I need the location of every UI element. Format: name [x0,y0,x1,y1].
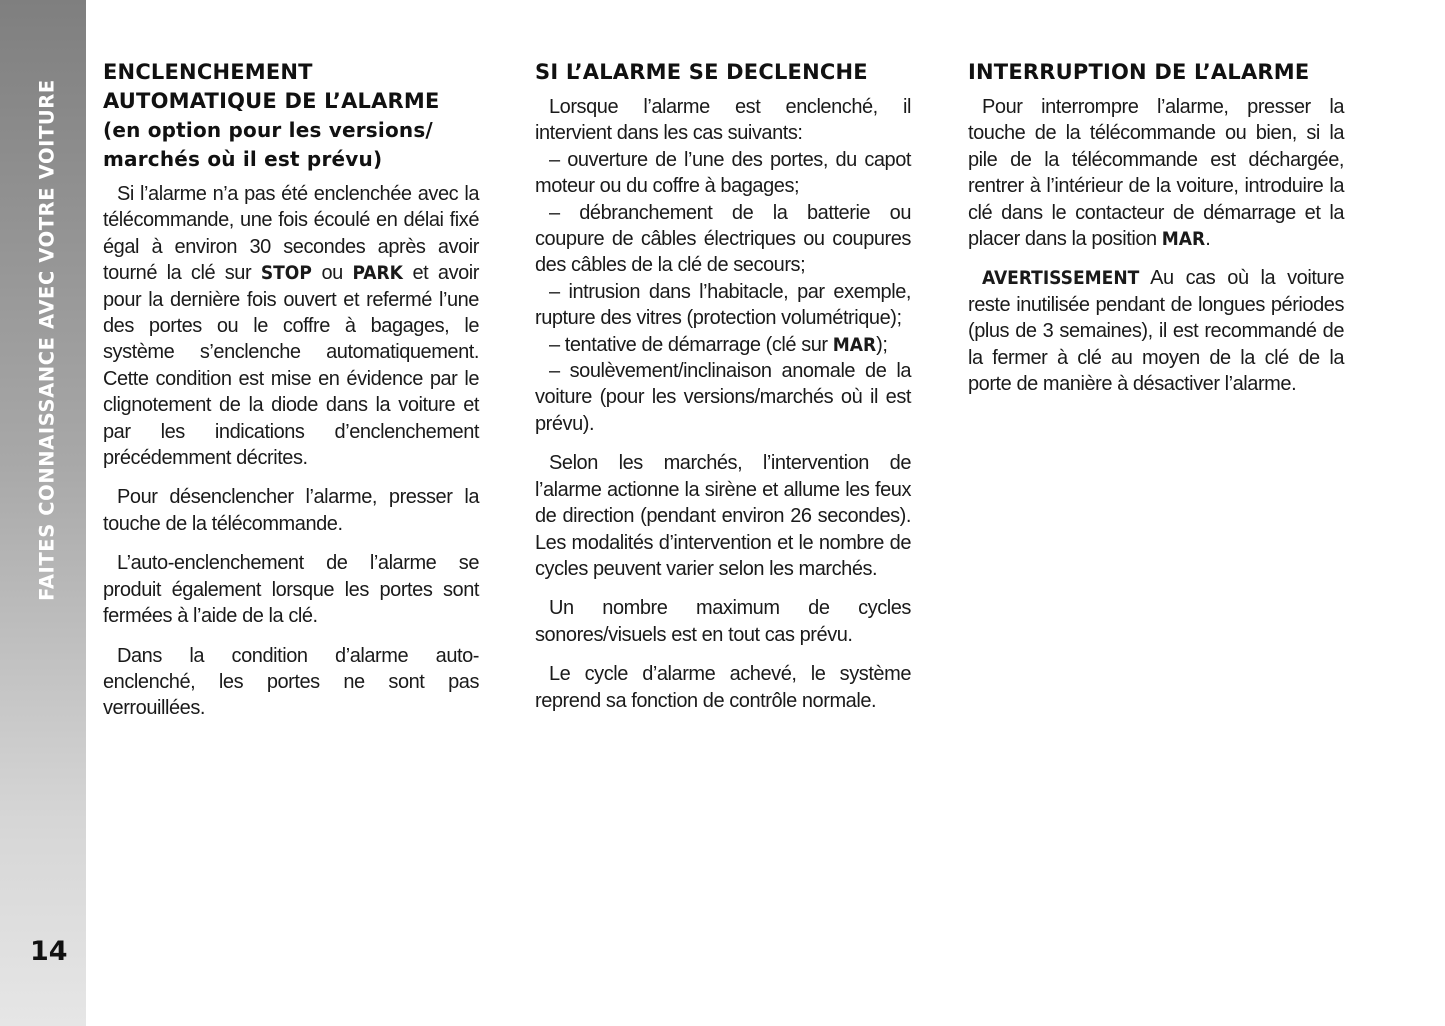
heading-alarm-triggers: SI L’ALARME SE DECLENCHE [535,60,868,84]
paragraph: Un nombre maximum de cycles sonores/visuels est en tout cas prévu. [535,597,911,646]
paragraph: Si l’alarme n’a pas été enclenchée avec la télécommande, une fois écoulé en délai fixé égal à environ 30 secondes après avoir tourné la clé sur STOP ou PARK et avoir pour la dernière fois ouvert et refermé l’une des portes ou le coffre à bagages, le système s’enclenche automatiquement. Cette condition est mise en évidence par le clignotement de la diode dans la voiture et par les indications d’enclenchement précédemment décrites. [103,183,479,470]
warning-label: AVERTISSEMENT [982,267,1140,290]
paragraph: Lorsque l’alarme est enclenché, il intervient dans les cas suivants: [535,96,911,145]
warning-paragraph: AVERTISSEMENT Au cas où la voiture reste inutilisée pendant de longues périodes (plus de 3 semaines), il est recommandé de la fermer à clé au moyen de la clé de la porte de manière à désactiver l’alarme. [968,267,1344,396]
paragraph: Pour interrompre l’alarme, presser la touche de la télécommande ou bien, si la pile de la télécommande est déchargée, rentrer à l’intérieur de la voiture, introduire la clé dans le contacteur de démarrage et la placer dans la position MAR. [968,96,1344,251]
column-alarm-triggers [535,58,911,727]
column-alarm-interruption [968,58,1344,410]
heading-line: AUTOMATIQUE DE L’ALARME [103,89,440,113]
column-auto-arming [103,58,479,735]
paragraph: Le cycle d’alarme achevé, le système reprend sa fonction de contrôle normale. [535,663,911,712]
side-band [0,0,86,1026]
paragraph: Pour désenclencher l’alarme, presser la touche de la télécommande. [103,486,479,535]
key-park: PARK [352,262,403,285]
heading-line: ENCLENCHEMENT [103,60,313,84]
heading-auto-arming [103,58,479,174]
list-item: – soulèvement/inclinaison anomale de la voiture (pour les versions/marchés où il est prévu). [535,360,911,435]
paragraph: Selon les marchés, l’intervention de l’alarme actionne la sirène et allume les feux de direction (pendant environ 26 secondes). Les modalités d’intervention et le nombre de cycles peuvent varier selon les marchés. [535,452,911,580]
key-mar: MAR [1161,228,1206,251]
heading-subline: marchés où il est prévu) [103,147,383,171]
paragraph: Dans la condition d’alarme auto-enclenché, les portes ne sont pas verrouillées. [103,644,479,720]
list-item: – tentative de démarrage (clé sur MAR); [549,333,888,356]
heading-subline: (en option pour les versions/ [103,118,433,142]
heading-alarm-interruption: INTERRUPTION DE L’ALARME [968,60,1310,84]
key-stop: STOP [260,262,312,285]
list-item: – débranchement de la batterie ou coupure de câbles électriques ou coupures des câbles de la clé de secours; [535,201,911,277]
paragraph: L’auto-enclenchement de l’alarme se produit également lorsque les portes sont fermées à l’aide de la clé. [103,552,479,628]
section-title: FAITES CONNAISSANCE AVEC VOTRE VOITURE [35,79,59,601]
list-item: – intrusion dans l’habitacle, par exemple, rupture des vitres (protection volumétrique); [535,280,911,330]
page-number: 14 [30,936,68,967]
key-mar: MAR [832,333,877,356]
list-item: – ouverture de l’une des portes, du capot moteur ou du coffre à bagages; [535,148,911,198]
